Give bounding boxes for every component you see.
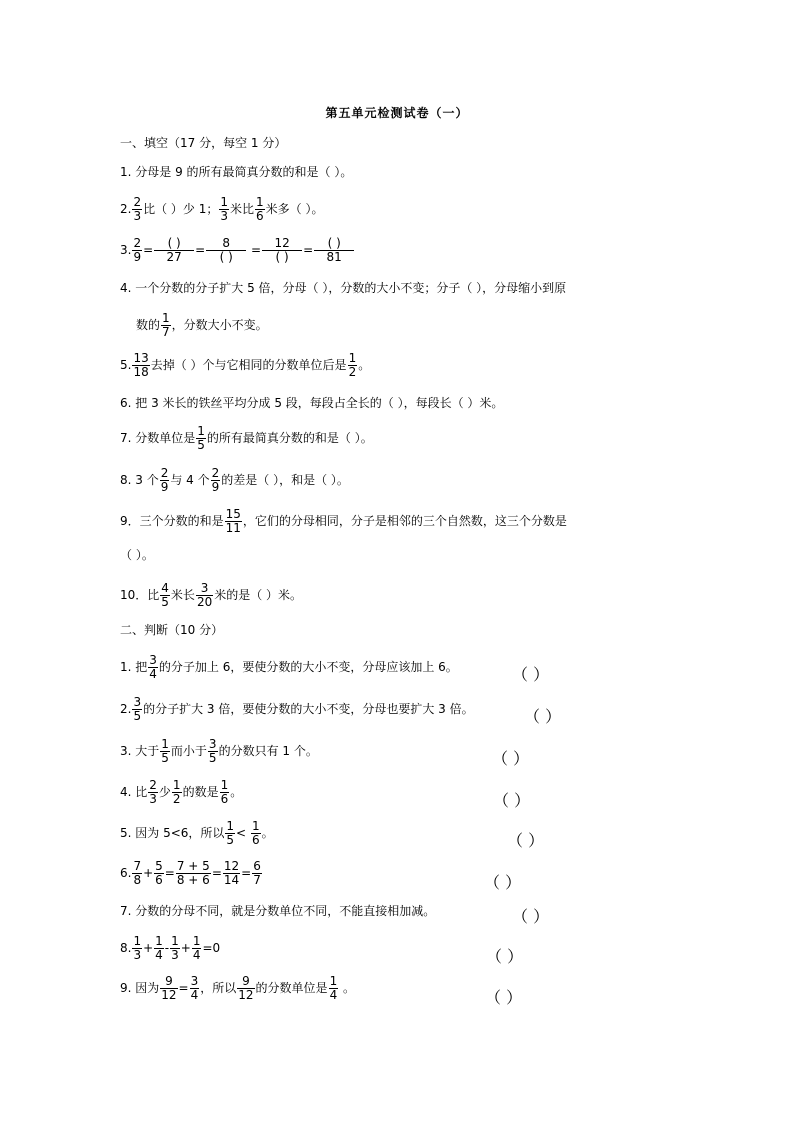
less-than: <: [236, 826, 247, 840]
fraction: $\frac{1}{6}$: [220, 778, 229, 806]
text: 。: [230, 785, 243, 799]
fraction: $\frac{1}{3}$: [133, 934, 142, 962]
fraction: $\frac{1}{7}$: [162, 311, 170, 339]
fraction: $\frac{9}{12}$: [238, 974, 254, 1002]
text: ，所以: [200, 981, 237, 995]
text: 。: [261, 826, 274, 840]
equals-sign: =: [195, 243, 206, 257]
fraction: $\frac{12}{14}$: [223, 859, 240, 887]
fraction: $\frac{7}{8}$: [133, 859, 142, 887]
text: 5. 因为 5<6，所以: [120, 826, 225, 840]
equals-sign: =: [143, 243, 154, 257]
text: 6.: [120, 866, 132, 880]
question-8: [120, 467, 349, 494]
equals-sign: =: [303, 243, 314, 257]
judge-6: [120, 860, 263, 887]
answer-parentheses: （ ）: [484, 873, 522, 892]
question-7: [120, 425, 373, 452]
question-number: 3.: [120, 243, 132, 257]
text: 米的是（ ）米。: [214, 588, 303, 602]
text: 4. 比: [120, 785, 148, 799]
text: 的分数只有 1 个。: [218, 744, 318, 758]
fraction: $\frac{1}{3}$: [220, 195, 228, 223]
fraction: $\frac{2}{3}$: [149, 778, 157, 806]
answer-parentheses: （ ）: [524, 707, 562, 726]
fraction: $\frac{4}{5}$: [161, 581, 169, 609]
fraction: $\frac{15}{11}$: [225, 507, 241, 535]
fraction: $\frac{13}{18}$: [133, 351, 149, 379]
question-9-line-1: [120, 508, 567, 535]
answer-parentheses: （ ）: [486, 947, 524, 966]
text: 少: [158, 785, 171, 799]
text: 8.: [120, 941, 132, 955]
text: 的数是: [182, 785, 219, 799]
judge-1: [120, 654, 458, 681]
fraction: $\frac{1}{5}$: [161, 737, 169, 765]
minus-sign: -: [164, 941, 170, 955]
answer-parentheses: （ ）: [512, 907, 550, 926]
text: 而小于: [170, 744, 207, 758]
fraction: $\frac{( )}{27}$: [154, 237, 194, 264]
judge-9: [120, 975, 355, 1002]
text: 9. 因为: [120, 981, 160, 995]
question-2: [120, 196, 323, 223]
equals-sign: =: [211, 866, 222, 880]
text: 3. 大于: [120, 744, 160, 758]
question-4-line-2: [136, 312, 268, 339]
fraction: $\frac{8}{( )}$: [206, 237, 246, 264]
plus-sign: +: [143, 866, 154, 880]
answer-parentheses: （ ）: [507, 831, 545, 850]
fraction: $\frac{( )}{81}$: [314, 237, 354, 264]
fraction: $\frac{6}{7}$: [253, 859, 261, 887]
equals-sign: =: [178, 981, 189, 995]
question-9-line-2: （ ）。: [120, 548, 154, 562]
question-1: 1. 分母是 9 的所有最简真分数的和是（ ）。: [120, 165, 353, 179]
fraction: $\frac{3}{4}$: [190, 974, 199, 1002]
fraction: $\frac{2}{9}$: [160, 466, 169, 494]
answer-parentheses: （ ）: [492, 749, 530, 768]
text: 8. 3 个: [120, 473, 159, 487]
text: 比（ ）少 1；: [143, 202, 219, 216]
fraction: $\frac{2}{9}$: [133, 236, 142, 264]
fraction: $\frac{1}{5}$: [226, 819, 235, 847]
text: 9．三个分数的和是: [120, 514, 224, 528]
text: ，它们的分母相同，分子是相邻的三个自然数，这三个分数是: [242, 514, 567, 528]
judge-8: [120, 935, 220, 962]
text: 数的: [136, 318, 161, 332]
fraction: $\frac{1}{6}$: [251, 819, 260, 847]
fraction: $\frac{5}{6}$: [155, 859, 163, 887]
fraction: $\frac{1}{4}$: [192, 934, 201, 962]
text: 米多（ ）。: [265, 202, 324, 216]
fraction: $\frac{1}{5}$: [197, 424, 205, 452]
text: 的分子加上 6，要使分数的大小不变，分母应该加上 6。: [158, 660, 458, 674]
plus-sign: +: [180, 941, 191, 955]
fraction: $\frac{1}{6}$: [256, 195, 264, 223]
text: 的分数单位是: [255, 981, 328, 995]
text: 1. 把: [120, 660, 148, 674]
text: 米长: [170, 588, 195, 602]
section-judge-heading: 二、判断（10 分）: [120, 623, 224, 637]
question-6: 6. 把 3 米长的铁丝平均分成 5 段，每段占全长的（ ），每段长（ ）米。: [120, 396, 504, 410]
section-fill-blank-heading: 一、填空（17 分，每空 1 分）: [120, 136, 287, 150]
page-title: 第五单元检测试卷（一）: [325, 106, 469, 120]
fraction: $\frac{1}{4}$: [329, 974, 338, 1002]
equals-sign: =: [251, 243, 262, 257]
text: 米比: [230, 202, 255, 216]
text: ，分数大小不变。: [171, 318, 268, 332]
text: 10．比: [120, 588, 160, 602]
text: 。: [358, 358, 371, 372]
text: 去掉（ ）个与它相同的分数单位后是: [150, 358, 347, 372]
fraction: $\frac{2}{9}$: [211, 466, 220, 494]
question-4-line-1: 4. 一个分数的分子扩大 5 倍，分母（ ），分数的大小不变；分子（ ），分母缩小到原: [120, 281, 567, 295]
text: 7. 分数单位是: [120, 431, 196, 445]
question-10: [120, 582, 302, 609]
equals-sign: =: [241, 866, 252, 880]
fraction: $\frac{1}{4}$: [155, 934, 163, 962]
fraction: $\frac{1}{2}$: [172, 778, 181, 806]
answer-parentheses: （ ）: [485, 988, 523, 1007]
judge-4: [120, 779, 242, 806]
equals-zero: =0: [202, 941, 221, 955]
fraction: $\frac{3}{4}$: [149, 653, 157, 681]
fraction: $\frac{3}{5}$: [208, 737, 217, 765]
question-5: [120, 352, 370, 379]
equals-sign: =: [164, 866, 175, 880]
text: 的分子扩大 3 倍，要使分数的大小不变，分母也要扩大 3 倍。: [143, 702, 474, 716]
judge-5: [120, 820, 274, 847]
fraction: $\frac{3}{20}$: [196, 581, 213, 609]
question-3: [120, 237, 355, 264]
text: 2.: [120, 702, 132, 716]
answer-parentheses: （ ）: [512, 665, 550, 684]
fraction: $\frac{7 + 5}{8 + 6}$: [176, 859, 210, 887]
judge-3: [120, 738, 318, 765]
fraction: $\frac{2}{3}$: [133, 195, 142, 223]
text: 。: [339, 981, 356, 995]
text: 与 4 个: [170, 473, 210, 487]
fraction: $\frac{12}{( )}$: [262, 237, 302, 264]
question-number: 5.: [120, 358, 132, 372]
text: 的差是（ ），和是（ ）。: [221, 473, 349, 487]
text: 的所有最简真分数的和是（ ）。: [206, 431, 373, 445]
fraction: $\frac{9}{12}$: [161, 974, 177, 1002]
answer-parentheses: （ ）: [493, 791, 531, 810]
fraction: $\frac{1}{2}$: [348, 351, 357, 379]
fraction: $\frac{1}{3}$: [171, 934, 179, 962]
plus-sign: +: [143, 941, 154, 955]
judge-7: 7. 分数的分母不同，就是分数单位不同，不能直接相加减。: [120, 904, 436, 918]
question-number: 2.: [120, 202, 132, 216]
fraction: $\frac{3}{5}$: [133, 695, 142, 723]
judge-2: [120, 696, 474, 723]
